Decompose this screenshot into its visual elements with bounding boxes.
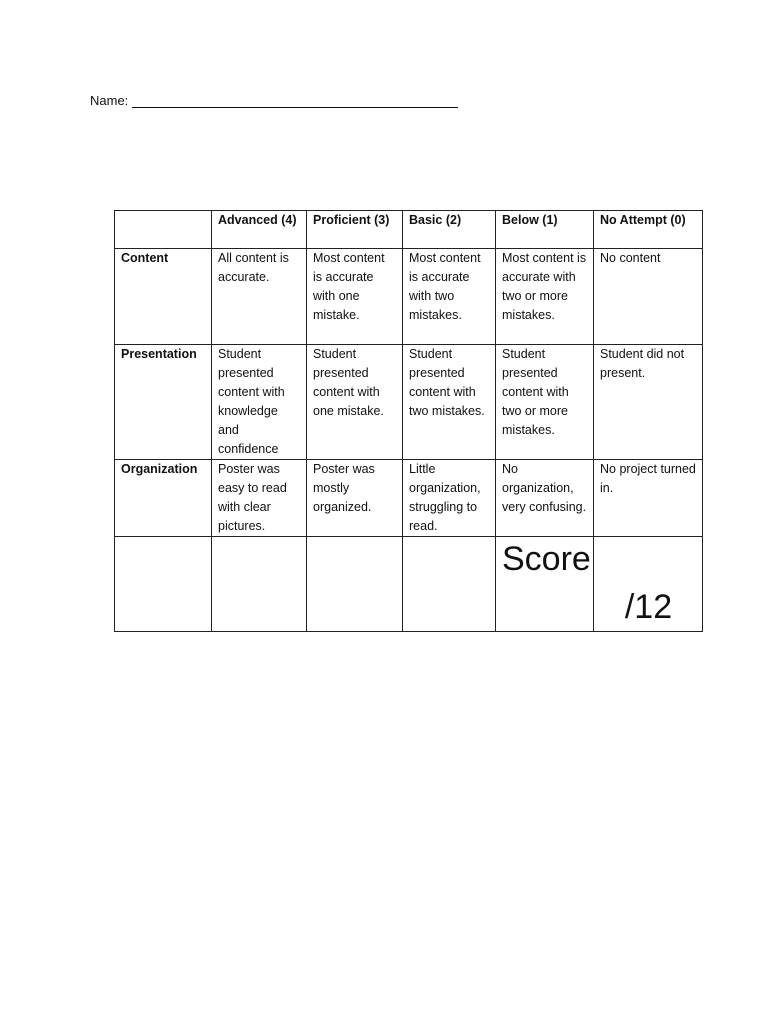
row-label-organization: Organization bbox=[115, 460, 212, 537]
header-basic: Basic (2) bbox=[403, 211, 496, 249]
table-row bbox=[115, 460, 703, 537]
table-cell: Student presented content with two mistakes. bbox=[403, 345, 496, 460]
table-row bbox=[115, 249, 703, 345]
table-cell: Student presented content with knowledge and confidence bbox=[212, 345, 307, 460]
header-below: Below (1) bbox=[496, 211, 594, 249]
table-cell: Most content is accurate with two mistakes. bbox=[403, 249, 496, 345]
header-row bbox=[115, 211, 703, 249]
table-cell: No content bbox=[594, 249, 703, 345]
row-label-presentation: Presentation bbox=[115, 345, 212, 460]
table-cell: No organization, very confusing. bbox=[496, 460, 594, 537]
empty-cell bbox=[403, 537, 496, 632]
score-label: Score bbox=[496, 537, 594, 632]
table-cell: Student presented content with one mistake. bbox=[307, 345, 403, 460]
table-cell: Poster was mostly organized. bbox=[307, 460, 403, 537]
header-blank-cell bbox=[115, 211, 212, 249]
header-proficient: Proficient (3) bbox=[307, 211, 403, 249]
table-cell: Student presented content with two or more mistakes. bbox=[496, 345, 594, 460]
score-row bbox=[115, 537, 703, 632]
header-advanced: Advanced (4) bbox=[212, 211, 307, 249]
table-cell: Little organization, struggling to read. bbox=[403, 460, 496, 537]
empty-cell bbox=[307, 537, 403, 632]
row-label-content: Content bbox=[115, 249, 212, 345]
name-label: Name: bbox=[90, 93, 129, 108]
table-row bbox=[115, 345, 703, 460]
name-blank-line[interactable] bbox=[132, 95, 458, 108]
table-cell: Student did not present. bbox=[594, 345, 703, 460]
header-no-attempt: No Attempt (0) bbox=[594, 211, 703, 249]
table-cell: Most content is accurate with one mistake. bbox=[307, 249, 403, 345]
name-field bbox=[90, 93, 458, 108]
score-total[interactable]: /12 bbox=[594, 537, 703, 632]
empty-cell bbox=[212, 537, 307, 632]
table-cell: Most content is accurate with two or more mistakes. bbox=[496, 249, 594, 345]
table-cell: No project turned in. bbox=[594, 460, 703, 537]
empty-cell bbox=[115, 537, 212, 632]
table-cell: All content is accurate. bbox=[212, 249, 307, 345]
rubric-table bbox=[114, 210, 703, 632]
table-cell: Poster was easy to read with clear pictures. bbox=[212, 460, 307, 537]
